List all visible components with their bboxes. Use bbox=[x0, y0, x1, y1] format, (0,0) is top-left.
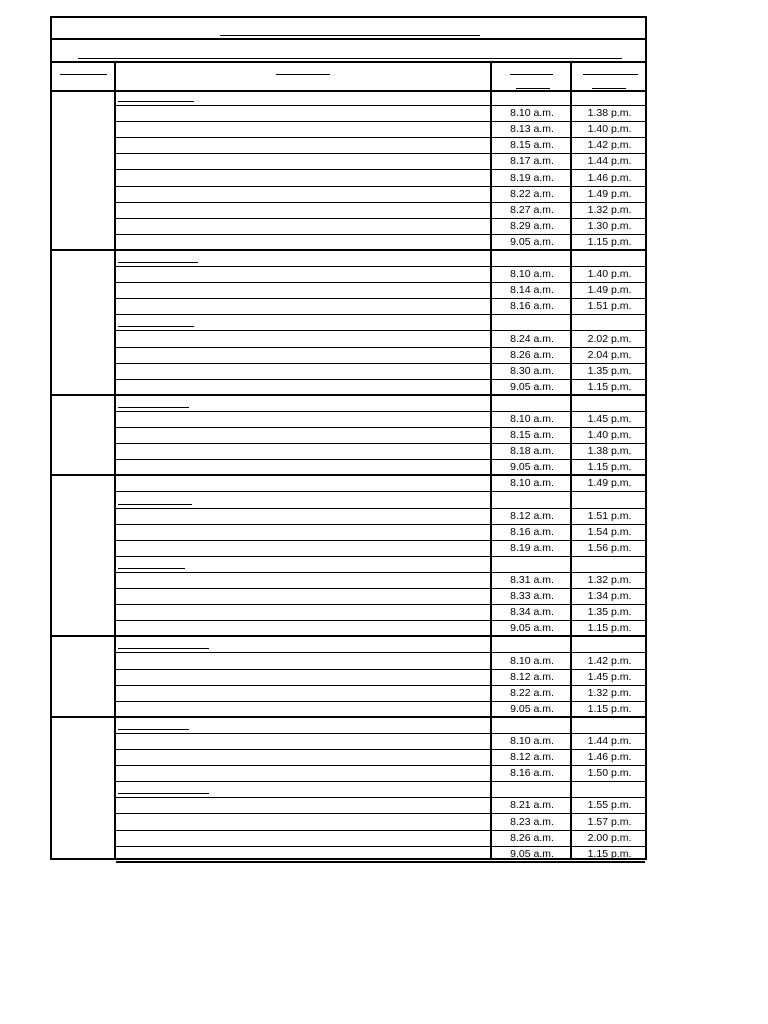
afternoon-time-cell: 1.32 p.m. bbox=[587, 203, 632, 216]
afternoon-time-cell: 1.55 p.m. bbox=[587, 799, 632, 812]
afternoon-time-cell: 1.46 p.m. bbox=[587, 171, 632, 184]
morning-time-cell: 8.12 a.m. bbox=[510, 509, 554, 522]
afternoon-time-cell: 1.32 p.m. bbox=[587, 686, 632, 699]
morning-time-cell: 8.16 a.m. bbox=[510, 300, 554, 313]
table-row bbox=[116, 138, 645, 154]
morning-time-cell: 8.16 a.m. bbox=[510, 525, 554, 538]
morning-time-cell: 8.29 a.m. bbox=[510, 219, 554, 232]
timetable-sheet bbox=[50, 16, 647, 860]
subheading-row bbox=[116, 493, 645, 509]
table-row bbox=[116, 815, 645, 831]
afternoon-time-cell: 1.40 p.m. bbox=[587, 268, 632, 281]
morning-time-cell: 8.19 a.m. bbox=[510, 171, 554, 184]
afternoon-time-cell: 1.54 p.m. bbox=[587, 525, 632, 538]
morning-time-cell: 9.05 a.m. bbox=[510, 461, 554, 474]
table-row bbox=[116, 460, 645, 476]
morning-time-cell: 8.16 a.m. bbox=[510, 767, 554, 780]
subheading-row bbox=[116, 782, 645, 798]
table-row bbox=[116, 444, 645, 460]
morning-time-cell: 9.05 a.m. bbox=[510, 847, 554, 860]
afternoon-time-cell: 1.42 p.m. bbox=[587, 139, 632, 152]
redacted-header-col4-line2 bbox=[592, 88, 626, 89]
table-row bbox=[116, 299, 645, 315]
table-row bbox=[116, 380, 645, 396]
table-row bbox=[116, 428, 645, 444]
afternoon-time-cell: 1.46 p.m. bbox=[587, 751, 632, 764]
morning-time-cell: 8.34 a.m. bbox=[510, 606, 554, 619]
table-row bbox=[116, 219, 645, 235]
table-row bbox=[116, 332, 645, 348]
redacted-header-col4-line1 bbox=[583, 74, 638, 75]
afternoon-time-cell: 1.35 p.m. bbox=[587, 364, 632, 377]
morning-time-cell: 8.10 a.m. bbox=[510, 413, 554, 425]
title-row bbox=[52, 18, 645, 40]
morning-time-cell: 9.05 a.m. bbox=[510, 622, 554, 635]
redacted-subheading bbox=[118, 262, 198, 263]
afternoon-time-cell: 1.49 p.m. bbox=[587, 477, 632, 490]
morning-time-cell: 8.30 a.m. bbox=[510, 364, 554, 377]
redacted-header-col3-line1 bbox=[510, 74, 553, 75]
morning-time-cell: 8.15 a.m. bbox=[510, 139, 554, 152]
subheading-row bbox=[116, 90, 645, 106]
afternoon-time-cell: 1.56 p.m. bbox=[587, 541, 632, 554]
afternoon-time-cell: 1.51 p.m. bbox=[587, 300, 632, 313]
redacted-header-col3-line2 bbox=[516, 88, 550, 89]
table-row bbox=[116, 476, 645, 492]
morning-time-cell: 8.23 a.m. bbox=[510, 815, 554, 828]
redacted-subheading bbox=[118, 729, 189, 730]
afternoon-time-cell: 1.34 p.m. bbox=[587, 590, 632, 603]
group-separator bbox=[52, 635, 116, 637]
redacted-subheading bbox=[118, 648, 209, 649]
column-header-row bbox=[52, 63, 645, 92]
afternoon-time-cell: 1.38 p.m. bbox=[587, 107, 632, 120]
group-separator bbox=[52, 474, 116, 476]
subheading-row bbox=[116, 396, 645, 412]
afternoon-time-cell: 1.44 p.m. bbox=[587, 735, 632, 747]
table-row bbox=[116, 364, 645, 380]
table-row bbox=[116, 541, 645, 557]
redacted-subheading bbox=[118, 793, 209, 794]
redacted-title bbox=[220, 35, 480, 36]
table-row bbox=[116, 267, 645, 283]
afternoon-time-cell: 1.42 p.m. bbox=[587, 654, 632, 667]
afternoon-time-cell: 1.45 p.m. bbox=[587, 670, 632, 683]
morning-time-cell: 8.10 a.m. bbox=[510, 107, 554, 120]
afternoon-time-cell: 1.32 p.m. bbox=[587, 574, 632, 586]
afternoon-time-cell: 1.49 p.m. bbox=[587, 284, 632, 297]
subheading-row bbox=[116, 637, 645, 653]
redacted-subheading bbox=[118, 101, 194, 102]
table-row bbox=[116, 348, 645, 364]
subheading-row bbox=[116, 315, 645, 331]
morning-time-cell: 8.27 a.m. bbox=[510, 203, 554, 216]
afternoon-time-cell: 1.40 p.m. bbox=[587, 123, 632, 136]
morning-time-cell: 8.12 a.m. bbox=[510, 751, 554, 764]
table-row bbox=[116, 235, 645, 251]
morning-time-cell: 8.17 a.m. bbox=[510, 155, 554, 168]
table-row bbox=[116, 412, 645, 428]
subtitle-row bbox=[52, 40, 645, 63]
afternoon-time-cell: 1.15 p.m. bbox=[587, 461, 632, 474]
morning-time-cell: 8.14 a.m. bbox=[510, 284, 554, 297]
afternoon-time-cell: 2.04 p.m. bbox=[587, 348, 632, 361]
afternoon-time-cell: 1.49 p.m. bbox=[587, 187, 632, 200]
morning-time-cell: 8.21 a.m. bbox=[510, 799, 554, 812]
table-row bbox=[116, 686, 645, 702]
afternoon-time-cell: 1.15 p.m. bbox=[587, 847, 632, 860]
morning-time-cell: 9.05 a.m. bbox=[510, 380, 554, 393]
redacted-header-col2 bbox=[276, 74, 330, 75]
table-row bbox=[116, 847, 645, 863]
morning-time-cell: 8.18 a.m. bbox=[510, 445, 554, 458]
table-row bbox=[116, 154, 645, 170]
table-row bbox=[116, 750, 645, 766]
morning-time-cell: 8.26 a.m. bbox=[510, 831, 554, 844]
afternoon-time-cell: 1.15 p.m. bbox=[587, 622, 632, 635]
afternoon-time-cell: 1.38 p.m. bbox=[587, 445, 632, 458]
afternoon-time-cell: 2.00 p.m. bbox=[587, 831, 632, 844]
group-separator bbox=[52, 716, 116, 718]
table-row bbox=[116, 734, 645, 750]
redacted-subheading bbox=[118, 407, 189, 408]
morning-time-cell: 8.10 a.m. bbox=[510, 268, 554, 281]
morning-time-cell: 8.10 a.m. bbox=[510, 654, 554, 667]
afternoon-time-cell: 2.02 p.m. bbox=[587, 332, 632, 345]
afternoon-time-cell: 1.35 p.m. bbox=[587, 606, 632, 619]
subheading-row bbox=[116, 718, 645, 734]
morning-time-cell: 8.26 a.m. bbox=[510, 348, 554, 361]
redacted-subheading bbox=[118, 326, 194, 327]
group-separator bbox=[52, 249, 116, 251]
table-row bbox=[116, 621, 645, 637]
table-row bbox=[116, 283, 645, 299]
morning-time-cell: 9.05 a.m. bbox=[510, 235, 554, 248]
afternoon-time-cell: 1.15 p.m. bbox=[587, 380, 632, 393]
morning-time-cell: 8.24 a.m. bbox=[510, 332, 554, 345]
table-row bbox=[116, 702, 645, 718]
afternoon-time-cell: 1.40 p.m. bbox=[587, 429, 632, 442]
table-row bbox=[116, 106, 645, 122]
table-row bbox=[116, 766, 645, 782]
afternoon-time-cell: 1.51 p.m. bbox=[587, 509, 632, 522]
afternoon-time-cell: 1.15 p.m. bbox=[587, 702, 632, 715]
redacted-header-col1 bbox=[60, 74, 107, 75]
table-row bbox=[116, 654, 645, 670]
table-row bbox=[116, 122, 645, 138]
table-row bbox=[116, 605, 645, 621]
morning-time-cell: 8.22 a.m. bbox=[510, 686, 554, 699]
afternoon-time-cell: 1.50 p.m. bbox=[587, 767, 632, 780]
morning-time-cell: 8.10 a.m. bbox=[510, 735, 554, 747]
morning-time-cell: 8.19 a.m. bbox=[510, 541, 554, 554]
table-row bbox=[116, 573, 645, 589]
morning-time-cell: 8.10 a.m. bbox=[510, 477, 554, 490]
subheading-row bbox=[116, 251, 645, 267]
morning-time-cell: 8.13 a.m. bbox=[510, 123, 554, 136]
table-row bbox=[116, 525, 645, 541]
redacted-subheading bbox=[118, 504, 192, 505]
table-row bbox=[116, 831, 645, 847]
afternoon-time-cell: 1.30 p.m. bbox=[587, 219, 632, 232]
redacted-subheading bbox=[118, 568, 185, 569]
table-row bbox=[116, 798, 645, 814]
table-row bbox=[116, 187, 645, 203]
afternoon-time-cell: 1.15 p.m. bbox=[587, 235, 632, 248]
table-row bbox=[116, 203, 645, 219]
morning-time-cell: 9.05 a.m. bbox=[510, 702, 554, 715]
table-row bbox=[116, 589, 645, 605]
group-separator bbox=[52, 394, 116, 396]
morning-time-cell: 8.15 a.m. bbox=[510, 429, 554, 442]
morning-time-cell: 8.12 a.m. bbox=[510, 670, 554, 683]
morning-time-cell: 8.22 a.m. bbox=[510, 187, 554, 200]
subheading-row bbox=[116, 557, 645, 573]
table-row bbox=[116, 171, 645, 187]
table-row bbox=[116, 670, 645, 686]
table-row bbox=[116, 509, 645, 525]
afternoon-time-cell: 1.57 p.m. bbox=[587, 815, 632, 828]
afternoon-time-cell: 1.45 p.m. bbox=[587, 413, 632, 425]
afternoon-time-cell: 1.44 p.m. bbox=[587, 155, 632, 168]
morning-time-cell: 8.31 a.m. bbox=[510, 574, 554, 586]
redacted-subtitle bbox=[78, 58, 622, 59]
morning-time-cell: 8.33 a.m. bbox=[510, 590, 554, 603]
